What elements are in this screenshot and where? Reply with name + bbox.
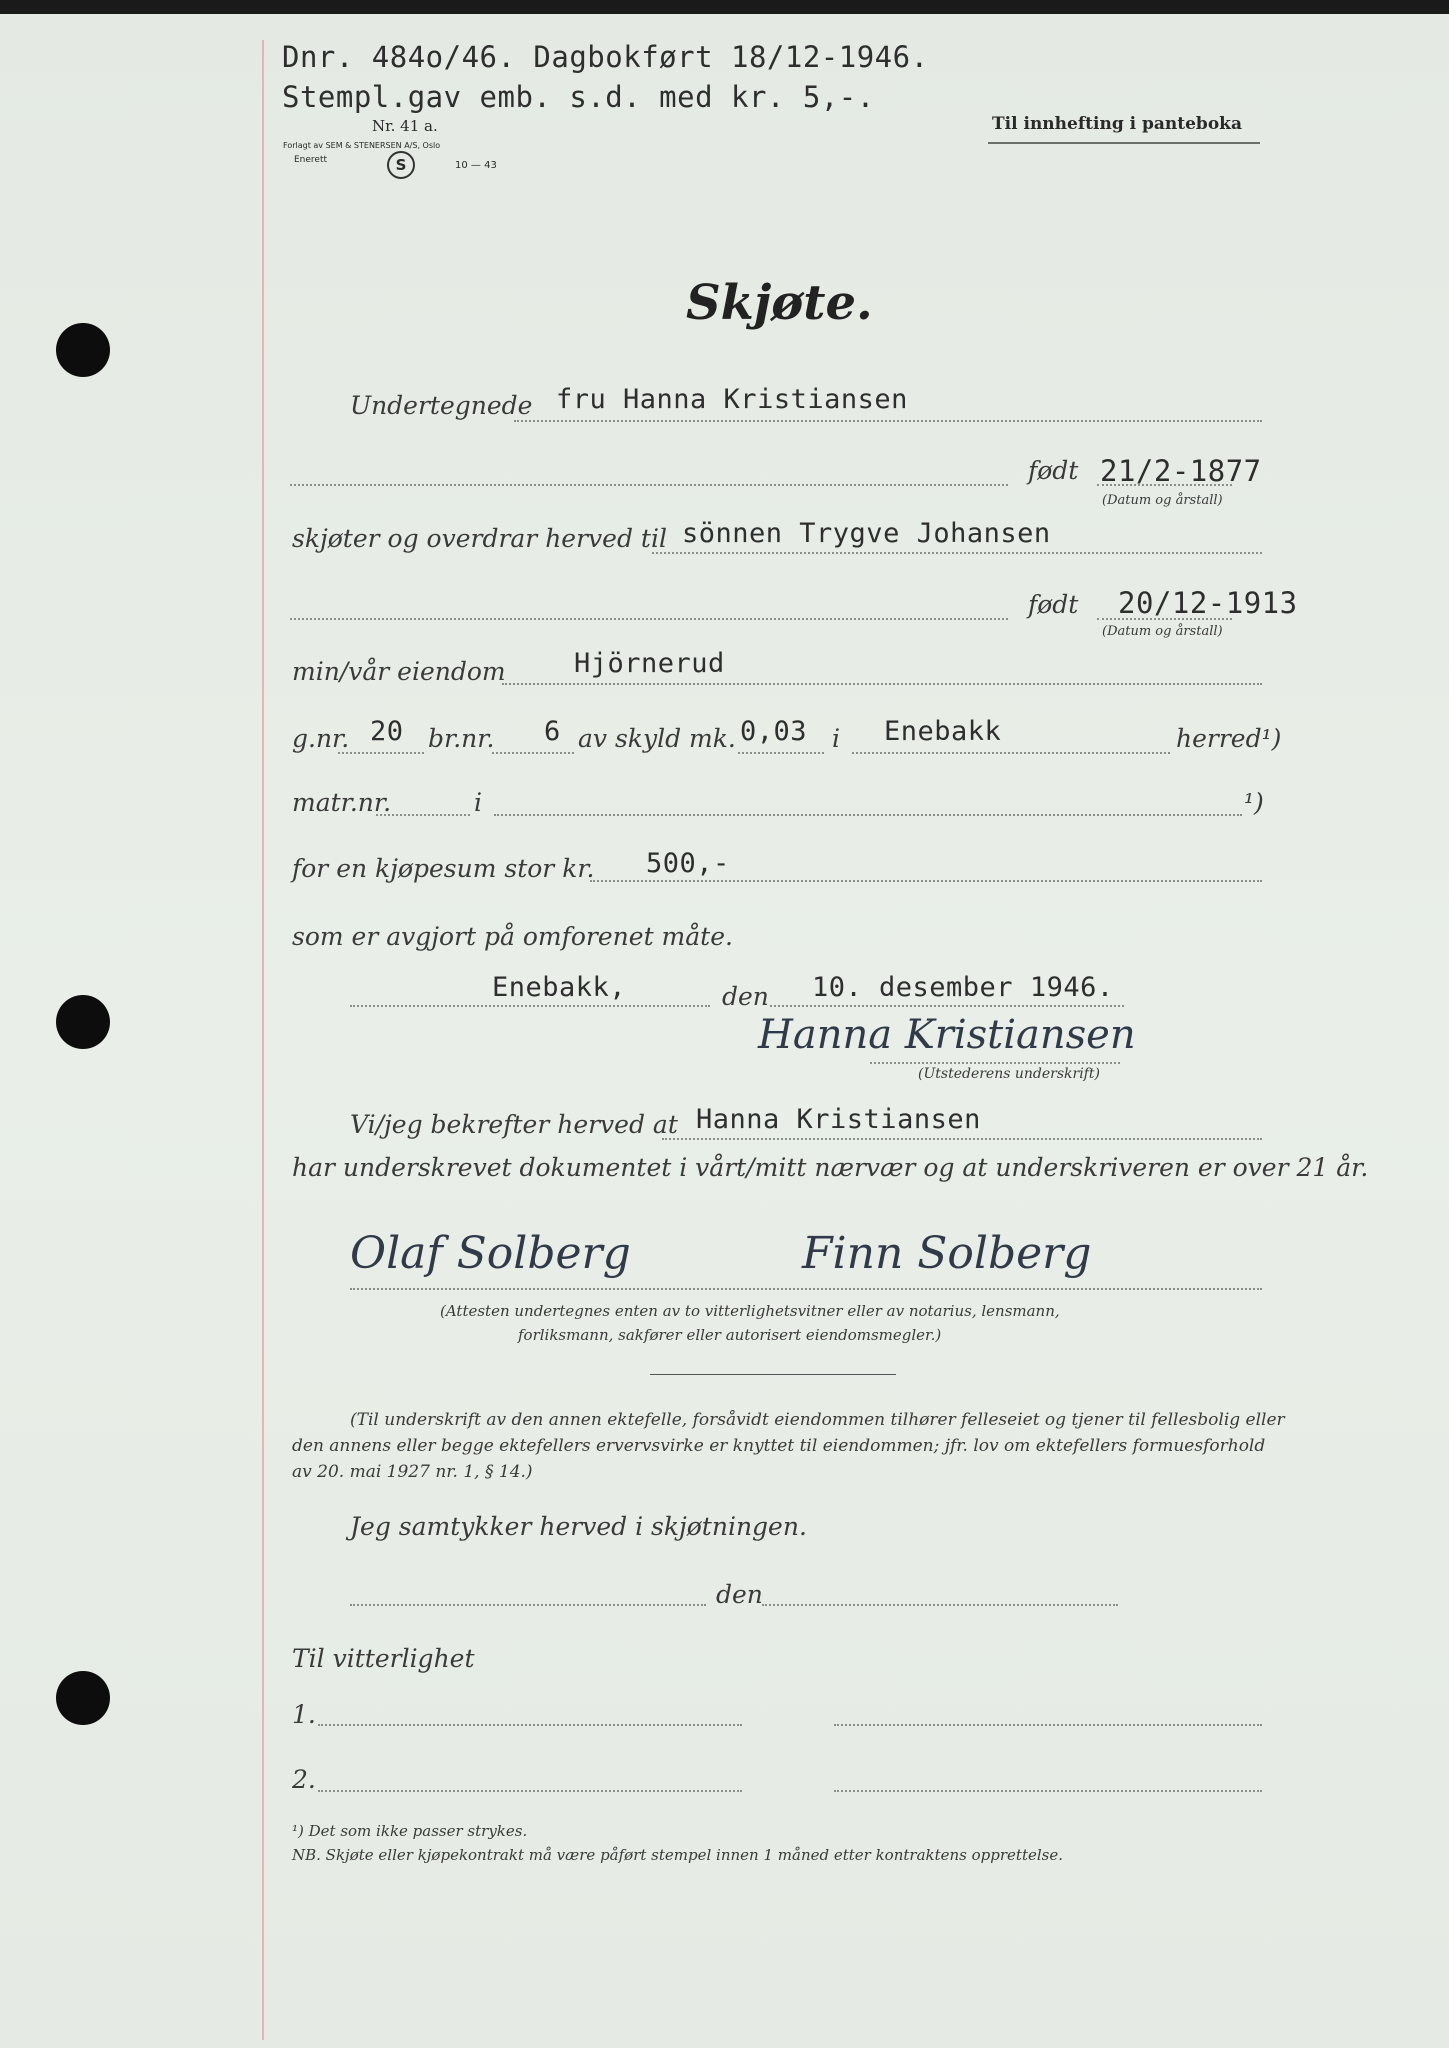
scan-top-edge: [0, 0, 1449, 14]
publisher-enerett: Enerett: [294, 155, 328, 165]
matr-line: [376, 814, 470, 816]
underskrevet-text: har underskrevet dokumentet i vårt/mitt nærvær og at underskriveren er over 21 år.: [292, 1153, 1369, 1182]
kjopesum-label: for en kjøpesum stor kr.: [292, 854, 595, 883]
vitterlighet-line-2a: [318, 1790, 742, 1792]
skyld-value: 0,03: [740, 716, 808, 747]
eiendom-label: min/vår eiendom: [292, 657, 506, 686]
fodt1-label: født: [1028, 456, 1079, 485]
vitterlighet-line-1b: [834, 1724, 1262, 1726]
matr-label: matr.nr.: [292, 788, 392, 817]
skjoter-label: skjøter og overdrar herved til: [292, 524, 667, 553]
matr-herred-line: [494, 814, 1242, 816]
vitterlighet-line-1a: [318, 1724, 742, 1726]
kjopesum-line: [590, 880, 1262, 882]
vitterlighet-label: Til vitterlighet: [292, 1644, 475, 1673]
avgjort-text: som er avgjort på omforenet måte.: [292, 922, 733, 951]
attest-note-line1: (Attesten undertegnes enten av to vitterlighetsvitner eller av notarius, lensmann,: [440, 1302, 1060, 1320]
fodt1-value: 21/2-1877: [1100, 454, 1262, 488]
brnr-label: br.nr.: [428, 724, 495, 753]
gnr-label: g.nr.: [292, 724, 350, 753]
footnote-nb: NB. Skjøte eller kjøpekontrakt må være påført stempel innen 1 måned etter kontraktens opprettelse.: [292, 1846, 1063, 1864]
panteboka-label: Til innhefting i panteboka: [992, 114, 1242, 134]
issuer-caption: (Utstederens underskrift): [918, 1066, 1100, 1082]
skyld-label: av skyld mk.: [578, 724, 736, 753]
matr-i-label: i: [474, 788, 482, 817]
fodt2-value: 20/12-1913: [1118, 586, 1298, 620]
spouse-note-line3: av 20. mai 1927 nr. 1, § 14.): [292, 1462, 533, 1482]
undertegnede-label: Undertegnede: [350, 391, 533, 420]
witness-line: [350, 1288, 1262, 1290]
herred-label: herred¹): [1176, 724, 1282, 753]
vitterlighet-item-1: 1.: [292, 1700, 316, 1729]
spouse-note-line1: (Til underskrift av den annen ektefelle, forsåvidt eiendommen tilhører felleseiet og tjener til fellesbolig eller: [350, 1410, 1285, 1430]
datum-note-1: (Datum og årstall): [1102, 493, 1223, 508]
place-value: Enebakk,: [492, 972, 627, 1003]
registry-line: Dnr. 484o/46. Dagbokført 18/12-1946.: [282, 40, 929, 74]
fodt2-leading-line: [290, 618, 1008, 620]
punch-hole-middle: [56, 995, 110, 1049]
skjoter-value: sönnen Trygve Johansen: [682, 518, 1051, 549]
skyld-line: [738, 752, 824, 754]
herred-line: [852, 752, 1170, 754]
publisher-logo: S: [387, 151, 415, 179]
vitterlighet-line-2b: [834, 1790, 1262, 1792]
herred-value: Enebakk: [884, 716, 1002, 747]
consent-den-label: den: [716, 1580, 763, 1609]
eiendom-value: Hjörnerud: [574, 648, 725, 679]
form-number: Nr. 41 a.: [372, 117, 438, 135]
undertegnede-value: fru Hanna Kristiansen: [556, 384, 908, 415]
panteboka-underline: [988, 142, 1260, 144]
attest-note-line2: forliksmann, sakfører eller autorisert eiendomsmegler.): [518, 1326, 942, 1344]
datum-note-2: (Datum og årstall): [1102, 624, 1223, 639]
skjoter-line: [652, 552, 1262, 554]
fodt1-leading-line: [290, 484, 1008, 486]
issuer-signature: Hanna Kristiansen: [758, 1012, 1136, 1058]
spouse-note-line2: den annens eller begge ektefellers ervervsvirke er knyttet til eiendommen; jfr. lov om ektefellers formuesforhold: [292, 1436, 1266, 1456]
vitterlighet-item-2: 2.: [292, 1765, 316, 1794]
eiendom-line: [502, 683, 1262, 685]
document-title: Skjøte.: [686, 275, 873, 331]
matr-footnote-mark: ¹): [1244, 788, 1264, 817]
gnr-value: 20: [370, 716, 404, 747]
witness-signature-1: Olaf Solberg: [350, 1228, 631, 1279]
publisher-line: Forlagt av SEM & STENERSEN A/S, Oslo: [283, 141, 441, 150]
consent-text: Jeg samtykker herved i skjøtningen.: [350, 1512, 807, 1541]
undertegnede-line: [514, 420, 1262, 422]
issuer-signature-line: [870, 1062, 1120, 1064]
publisher-date: 10 — 43: [455, 160, 497, 171]
brnr-value: 6: [544, 716, 561, 747]
bekrefter-value: Hanna Kristiansen: [696, 1104, 981, 1135]
stamp-line: Stempl.gav emb. s.d. med kr. 5,-.: [282, 80, 875, 114]
bekrefter-label: Vi/jeg bekrefter herved at: [350, 1110, 678, 1139]
fodt2-label: født: [1028, 590, 1079, 619]
kjopesum-value: 500,-: [646, 848, 730, 879]
witness-signature-2: Finn Solberg: [802, 1228, 1092, 1279]
footnote-1: ¹) Det som ikke passer strykes.: [292, 1822, 528, 1840]
brnr-line: [492, 752, 574, 754]
consent-place-line: [350, 1604, 706, 1606]
date-line: [770, 1005, 1124, 1007]
consent-date-line: [762, 1604, 1118, 1606]
place-line: [350, 1005, 710, 1007]
herred-i-label: i: [832, 724, 840, 753]
punch-hole-top: [56, 323, 110, 377]
margin-line: [262, 40, 264, 2040]
bekrefter-line: [662, 1138, 1262, 1140]
gnr-line: [338, 752, 424, 754]
separator-rule: [650, 1374, 896, 1375]
date-value: 10. desember 1946.: [812, 972, 1114, 1003]
date-den-label: den: [722, 982, 769, 1011]
punch-hole-bottom: [56, 1671, 110, 1725]
